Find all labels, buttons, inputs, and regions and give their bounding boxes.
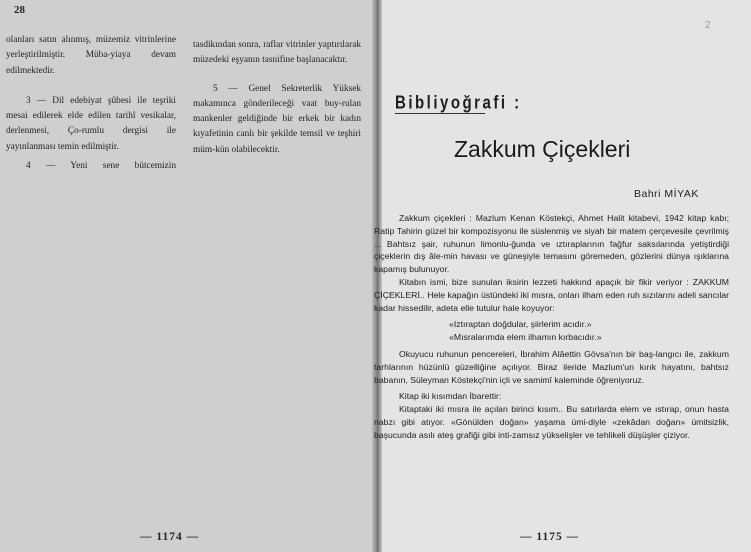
- epigraph: [374, 318, 729, 344]
- paragraph: 3 — Dil edebiyat şûbesi ile teşriki mesai edilerek elde edilen tarihî vesikalar, derlenmesi, Ço-rumlu dergisi ile yayınlanması temin edilmiştir.: [6, 95, 176, 152]
- heading-underline: [395, 113, 485, 114]
- page-number-right: — 1175 —: [520, 531, 580, 543]
- paragraph: Kitabın ismi, bize sunulan iksirin lezzeti hakkınd apaçık bir fikir veriyor : ZAKKUM ÇİÇEKLERİ.. Hele kapağın üstündeki iki mısra, onları ilham eden ruh sızılarını adeli sancılar kadar hissedilir, adeta elle tutulur hale koyuyor:: [374, 276, 729, 313]
- paragraph: Kitap iki kısımdan İbarettir:: [399, 391, 502, 402]
- paragraph: tasdikından sonra, raflar vitrinler yaptırılarak müzedeki eşyanın tasnifine başlanacaktır.: [193, 40, 361, 66]
- author-name: Bahri MİYAK: [634, 188, 699, 200]
- corner-mark: 2: [705, 20, 711, 31]
- paragraph: olanları satın alınmış, müzemiz vitrinlerine yerleştirilmiştir. Müba-yiaya devam edilmektedir.: [6, 35, 176, 76]
- section-heading: Bibliyoğrafi :: [395, 92, 522, 114]
- paragraph: Okuyucu ruhunun pencereleri, İbrahim Alâettin Gövsa'nın bir baş-langıcı ile, zakkum tarhlarının hüzünlü güzelliğine açılıyor. Biraz ileride Mazlum'un kırık hayatını, bahtsız babanın, Süleyman Köstekçi'nin içli ve samimî kaleminde öğreniyoruz.: [374, 348, 729, 385]
- paragraph: Kitaptaki iki mısra ile açılan birinci kısım.. Bu satırlarda elem ve ıstırap, onun hasta nabzı gibi atıyor. «Gönülden doğan» yaşama ümi-diyle «zekâdan doğan» ümitsizlik, başucunda asılı ateş grafiği gibi inti-zamsız yükselişler ve tehlikeli düşüşler çiziyor.: [374, 404, 729, 440]
- page-number-left: — 1174 —: [140, 531, 200, 543]
- article-body: [374, 212, 729, 442]
- top-page-number: 28: [14, 4, 25, 16]
- quote-line: «Mısralarımda elem ilhamın kırbacıdır.»: [449, 332, 602, 343]
- paragraph: Zakkum çiçekleri : Mazlum Kenan Köstekçi, Ahmet Halit kitabevi, 1942 kitap kabı; Ratip Tahirin güzel bir kompozisyonu ile süslenmiş ve siyah bir matem çerçevesile çevrilmiş ... Bahtsız şair, ruhunun limonlu-ğunda ve ıztıraplarının fağfur saksılarında yetiştirdiği çiçeklerin dış âle-min havası ve güneşiyle temasını göremeden, gözlerini dünya ışıklarına kapamış bulunuyor.: [374, 213, 729, 275]
- left-column-2: [193, 38, 361, 158]
- article-title: Zakkum Çiçekleri: [454, 136, 631, 162]
- paragraph: 5 — Genel Sekreterlik Yüksek makamınca gönderileceği vaat buy-rulan mankenler geldiğinde bir erkek bir kadın kıyafetinin canlı bir şekilde temsil ve teşhiri müm-kün olabilecektir.: [193, 83, 361, 155]
- quote-line: «Iztıraptan doğdular, şiirlerim acıdır.»: [449, 319, 592, 330]
- left-column-1: [6, 33, 176, 174]
- paragraph: 4 — Yeni sene bütcemizin: [26, 161, 176, 172]
